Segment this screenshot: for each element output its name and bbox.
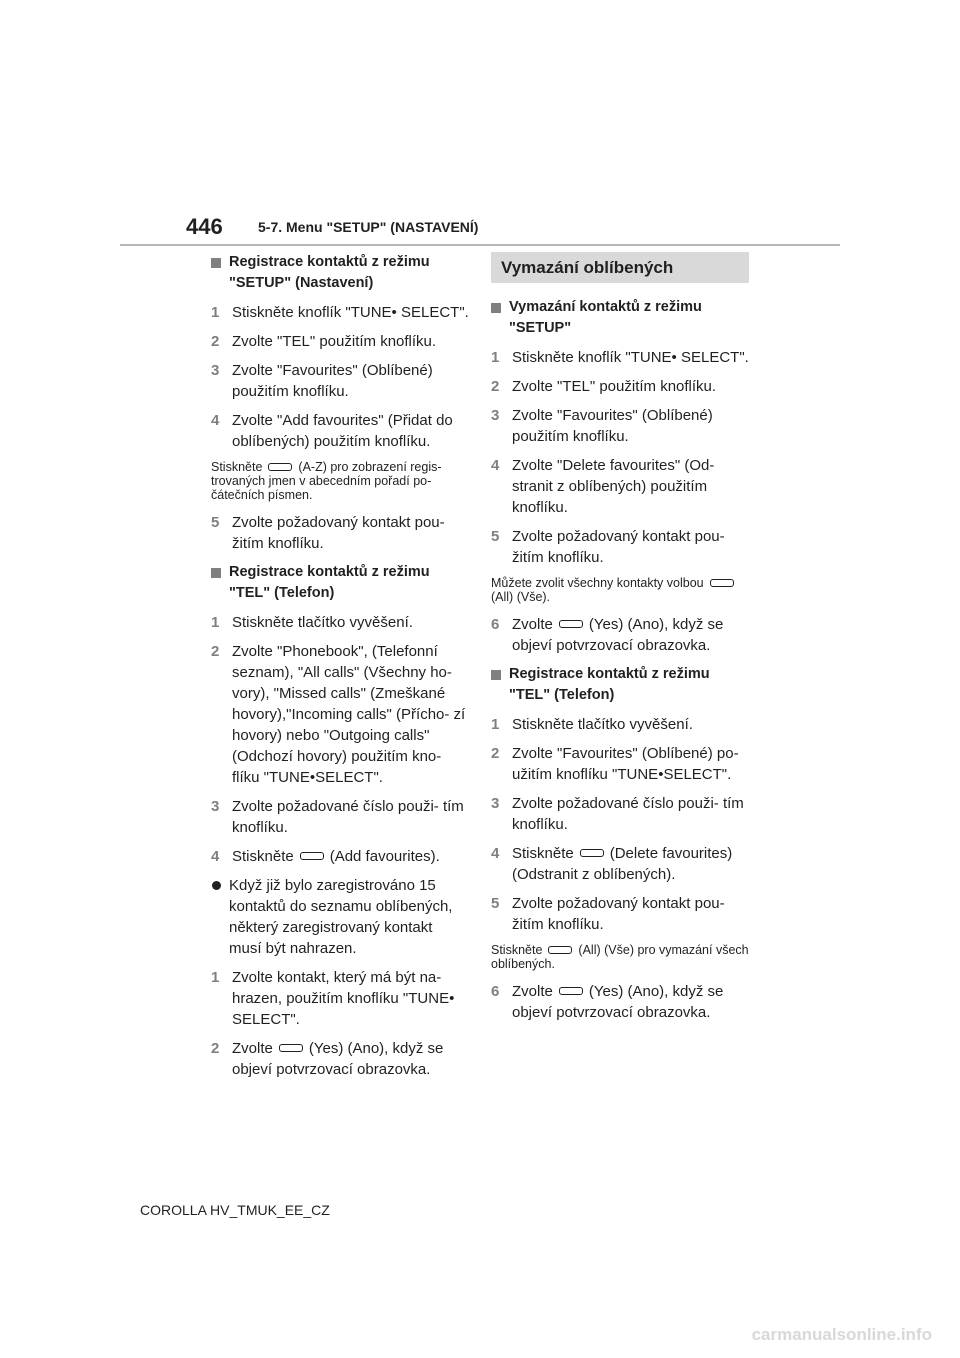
step: 4 Zvolte "Delete favourites" (Od- stranit z oblíbených) použitím knoflíku.	[491, 457, 715, 516]
heading-tel-delete: Registrace kontaktů z režimu "TEL" (Telefon)	[491, 664, 749, 706]
button-icon	[559, 620, 583, 628]
step: 2 Zvolte (Yes) (Ano), když se objeví potvrzovací obrazovka.	[211, 1040, 444, 1078]
step: 3 Zvolte požadované číslo použi- tím knoflíku.	[211, 798, 464, 836]
step: 5 Zvolte požadovaný kontakt pou- žitím knoflíku.	[491, 528, 725, 566]
step: 1 Stiskněte tlačítko vyvěšení.	[491, 716, 693, 733]
note: Stiskněte (A-Z) pro zobrazení regis- trovaných jmen v abecedním pořadí po- čátečních písmen.	[211, 460, 442, 502]
heading-tel-registration: Registrace kontaktů z režimu "TEL" (Telefon)	[211, 562, 469, 604]
bullet-dot-icon	[212, 881, 221, 890]
step: 6 Zvolte (Yes) (Ano), když se objeví potvrzovací obrazovka.	[491, 983, 724, 1021]
button-icon	[300, 852, 324, 860]
page-number: 446	[186, 214, 223, 239]
button-icon	[279, 1044, 303, 1052]
step: 2 Zvolte "Phonebook", (Telefonní seznam), "All calls" (Všechny ho- vory), "Missed calls" (Zmeškané hovory),"Incoming calls" (Přícho- zí hovory) nebo "Outgoing calls" (Odchozí hovory) použitím kno- flíku "TUNE•SELECT".	[211, 643, 466, 786]
button-icon	[580, 849, 604, 857]
step: 3 Zvolte požadované číslo použi- tím knoflíku.	[491, 795, 744, 833]
button-icon	[710, 579, 734, 587]
button-icon	[548, 946, 572, 954]
square-bullet-icon	[211, 258, 221, 268]
square-bullet-icon	[491, 303, 501, 313]
step: 1 Stiskněte tlačítko vyvěšení.	[211, 614, 413, 631]
step: 5 Zvolte požadovaný kontakt pou- žitím knoflíku.	[211, 514, 445, 552]
heading-setup-registration: Registrace kontaktů z režimu "SETUP" (Nastavení)	[211, 252, 469, 294]
step: 1 Stiskněte knoflík "TUNE• SELECT".	[211, 304, 469, 321]
button-icon	[268, 463, 292, 471]
step: 3 Zvolte "Favourites" (Oblíbené) použitím knoflíku.	[491, 407, 713, 445]
note: Můžete zvolit všechny kontakty volbou(All) (Vše).	[491, 576, 749, 604]
step: 4 Zvolte "Add favourites" (Přidat do oblíbených) použitím knoflíku.	[211, 412, 453, 450]
step: 2 Zvolte "Favourites" (Oblíbené) po- užitím knoflíku "TUNE•SELECT".	[491, 745, 739, 783]
header-divider	[120, 244, 840, 246]
step: 6 Zvolte (Yes) (Ano), když se objeví potvrzovací obrazovka.	[491, 616, 724, 654]
section-title: 5-7. Menu "SETUP" (NASTAVENÍ)	[258, 219, 479, 235]
step: 3 Zvolte "Favourites" (Oblíbené) použitím knoflíku.	[211, 362, 433, 400]
square-bullet-icon	[491, 670, 501, 680]
footer-model-code: COROLLA HV_TMUK_EE_CZ	[140, 1202, 330, 1218]
note: Stiskněte (All) (Vše) pro vymazání všech oblíbených.	[491, 943, 749, 971]
section-box-heading: Vymazání oblíbených	[491, 252, 749, 283]
bullet-item: Když již bylo zaregistrováno 15 kontaktů do seznamu oblíbených, některý zaregistrovaný kontakt musí být nahrazen.	[211, 875, 469, 959]
left-column	[211, 252, 469, 1088]
step: 4 Stiskněte (Delete favourites) (Odstranit z oblíbených).	[491, 845, 733, 883]
step: 1 Stiskněte knoflík "TUNE• SELECT".	[491, 349, 749, 366]
right-column	[491, 252, 749, 1031]
watermark: carmanualsonline.info	[751, 1325, 932, 1344]
button-icon	[559, 987, 583, 995]
step: 4 Stiskněte (Add favourites).	[211, 848, 440, 865]
step: 2 Zvolte "TEL" použitím knoflíku.	[491, 378, 717, 395]
step: 1 Zvolte kontakt, který má být na- hrazen, použitím knoflíku "TUNE• SELECT".	[211, 969, 455, 1028]
step: 2 Zvolte "TEL" použitím knoflíku.	[211, 333, 437, 350]
heading-setup-delete: Vymazání kontaktů z režimu "SETUP"	[491, 297, 749, 339]
step: 5 Zvolte požadovaný kontakt pou- žitím knoflíku.	[491, 895, 725, 933]
square-bullet-icon	[211, 568, 221, 578]
